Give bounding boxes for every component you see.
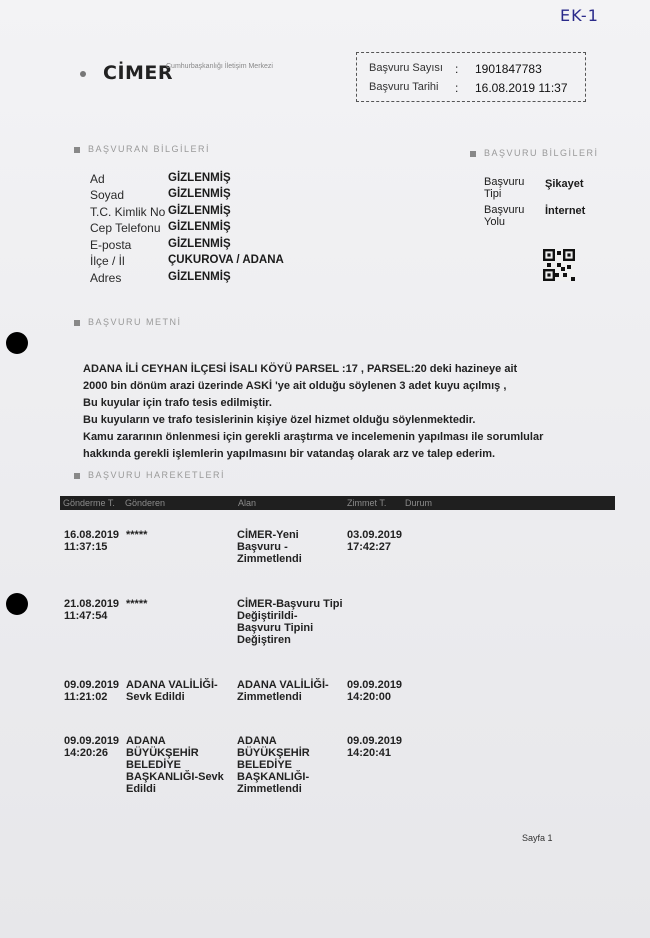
cell-send-date: 21.08.2019 11:47:54 [64,598,120,622]
cell-assign-date: 03.09.2019 17:42:27 [347,529,403,553]
page-number: Sayfa 1 [522,833,553,843]
application-number-label: Başvuru Sayısı [369,62,443,74]
cell-send-date: 09.09.2019 11:21:02 [64,679,120,703]
applicant-row [90,221,231,235]
cimer-logo: CİMER [103,62,174,84]
application-type-label: Başvuru Tipi [484,176,525,200]
logo-subtitle: Cumhurbaşkanlığı İletişim Merkezi [166,63,273,70]
punch-hole [6,332,28,354]
logo-mark-icon [80,71,86,77]
text-line: 2000 bin dönüm arazi üzerinde ASKİ 'ye ait olduğu söylenen 3 adet kuyu açılmış , [83,380,507,392]
cell-sender: ***** [126,529,148,541]
col-receiver: Alan [238,498,257,508]
applicant-row [90,205,231,219]
section-bullet-icon [74,473,80,479]
moves-section-title: BAŞVURU HAREKETLERİ [74,470,225,480]
text-line: Kamu zararının önlenmesi için gerekli araştırma ve incelemenin yapılması ile sorumlular [83,431,544,443]
application-number: 1901847783 [475,62,542,76]
cell-sender: ADANA BÜYÜKŞEHİR BELEDİYE BAŞKANLIĞI-Sevk Edildi [126,735,224,795]
application-info-title: BAŞVURU BİLGİLERİ [470,148,599,158]
qr-code-icon [543,248,575,282]
applicant-field-value: GİZLENMİŞ [168,172,231,184]
col-sender: Gönderen [125,498,166,508]
section-bullet-icon [74,147,80,153]
applicant-field-value: GİZLENMİŞ [168,271,231,283]
cell-sender: ***** [126,598,148,610]
applicant-field-label: Ad [90,172,105,186]
text-line: ADANA İLİ CEYHAN İLÇESİ İSALI KÖYÜ PARSEL :17 , PARSEL:20 deki hazineye ait [83,363,518,375]
text-line: Bu kuyuların ve trafo tesislerinin kişiye özel hizmet olduğu söylenmektedir. [83,414,476,426]
section-bullet-icon [74,320,80,326]
applicant-field-label: T.C. Kimlik No [90,205,166,219]
applicant-field-label: Adres [90,271,122,285]
applicant-field-label: E-posta [90,238,132,252]
applicant-field-label: İlçe / İl [90,254,125,268]
application-channel-value: İnternet [545,205,586,217]
cell-receiver: CİMER-Yeni Başvuru - Zimmetlendi [237,529,302,565]
section-bullet-icon [470,151,476,157]
cell-receiver: ADANA VALİLİĞİ- Zimmetlendi [237,679,329,703]
application-date-label: Başvuru Tarihi [369,81,439,93]
applicant-row [90,271,231,285]
application-text [83,361,593,463]
applicant-row [90,254,284,268]
application-number-box: Başvuru Sayısı : 1901847783 Başvuru Tarihi : 16.08.2019 11:37 [356,52,586,102]
application-channel-label: Başvuru Yolu [484,204,525,228]
col-assign-date: Zimmet T. [347,498,387,508]
applicant-row [90,188,231,202]
applicant-field-value: GİZLENMİŞ [168,221,231,233]
applicant-field-value: ÇUKUROVA / ADANA [168,254,284,266]
application-type-value: Şikayet [545,178,584,190]
table-header [60,496,615,510]
applicant-row [90,172,231,186]
applicant-row [90,238,231,252]
text-line: hakkında gerekli işlemlerin yapılmasını bir vatandaş olarak arz ve talep ederim. [83,448,496,460]
applicant-field-value: GİZLENMİŞ [168,188,231,200]
applicant-field-label: Cep Telefonu [90,221,161,235]
application-date: 16.08.2019 11:37 [475,81,568,95]
cell-receiver: CİMER-Başvuru Tipi Değiştirildi- Başvuru Tipini Değiştiren [237,598,343,646]
handwritten-annotation: EK-1 [560,6,599,25]
applicant-field-value: GİZLENMİŞ [168,205,231,217]
applicant-field-value: GİZLENMİŞ [168,238,231,250]
cell-receiver: ADANA BÜYÜKŞEHİR BELEDİYE BAŞKANLIĞI- Zimmetlendi [237,735,310,795]
applicant-field-label: Soyad [90,188,125,202]
col-send-date: Gönderme T. [63,498,115,508]
cell-send-date: 09.09.2019 14:20:26 [64,735,120,759]
applicant-section-title: BAŞVURAN BİLGİLERİ [74,144,210,154]
cell-sender: ADANA VALİLİĞİ- Sevk Edildi [126,679,218,703]
cell-assign-date: 09.09.2019 14:20:41 [347,735,403,759]
cell-assign-date: 09.09.2019 14:20:00 [347,679,403,703]
punch-hole [6,593,28,615]
text-line: Bu kuyular için trafo tesis edilmiştir. [83,397,272,409]
col-status: Durum [405,498,433,508]
cell-send-date: 16.08.2019 11:37:15 [64,529,120,553]
text-section-title: BAŞVURU METNİ [74,317,182,327]
